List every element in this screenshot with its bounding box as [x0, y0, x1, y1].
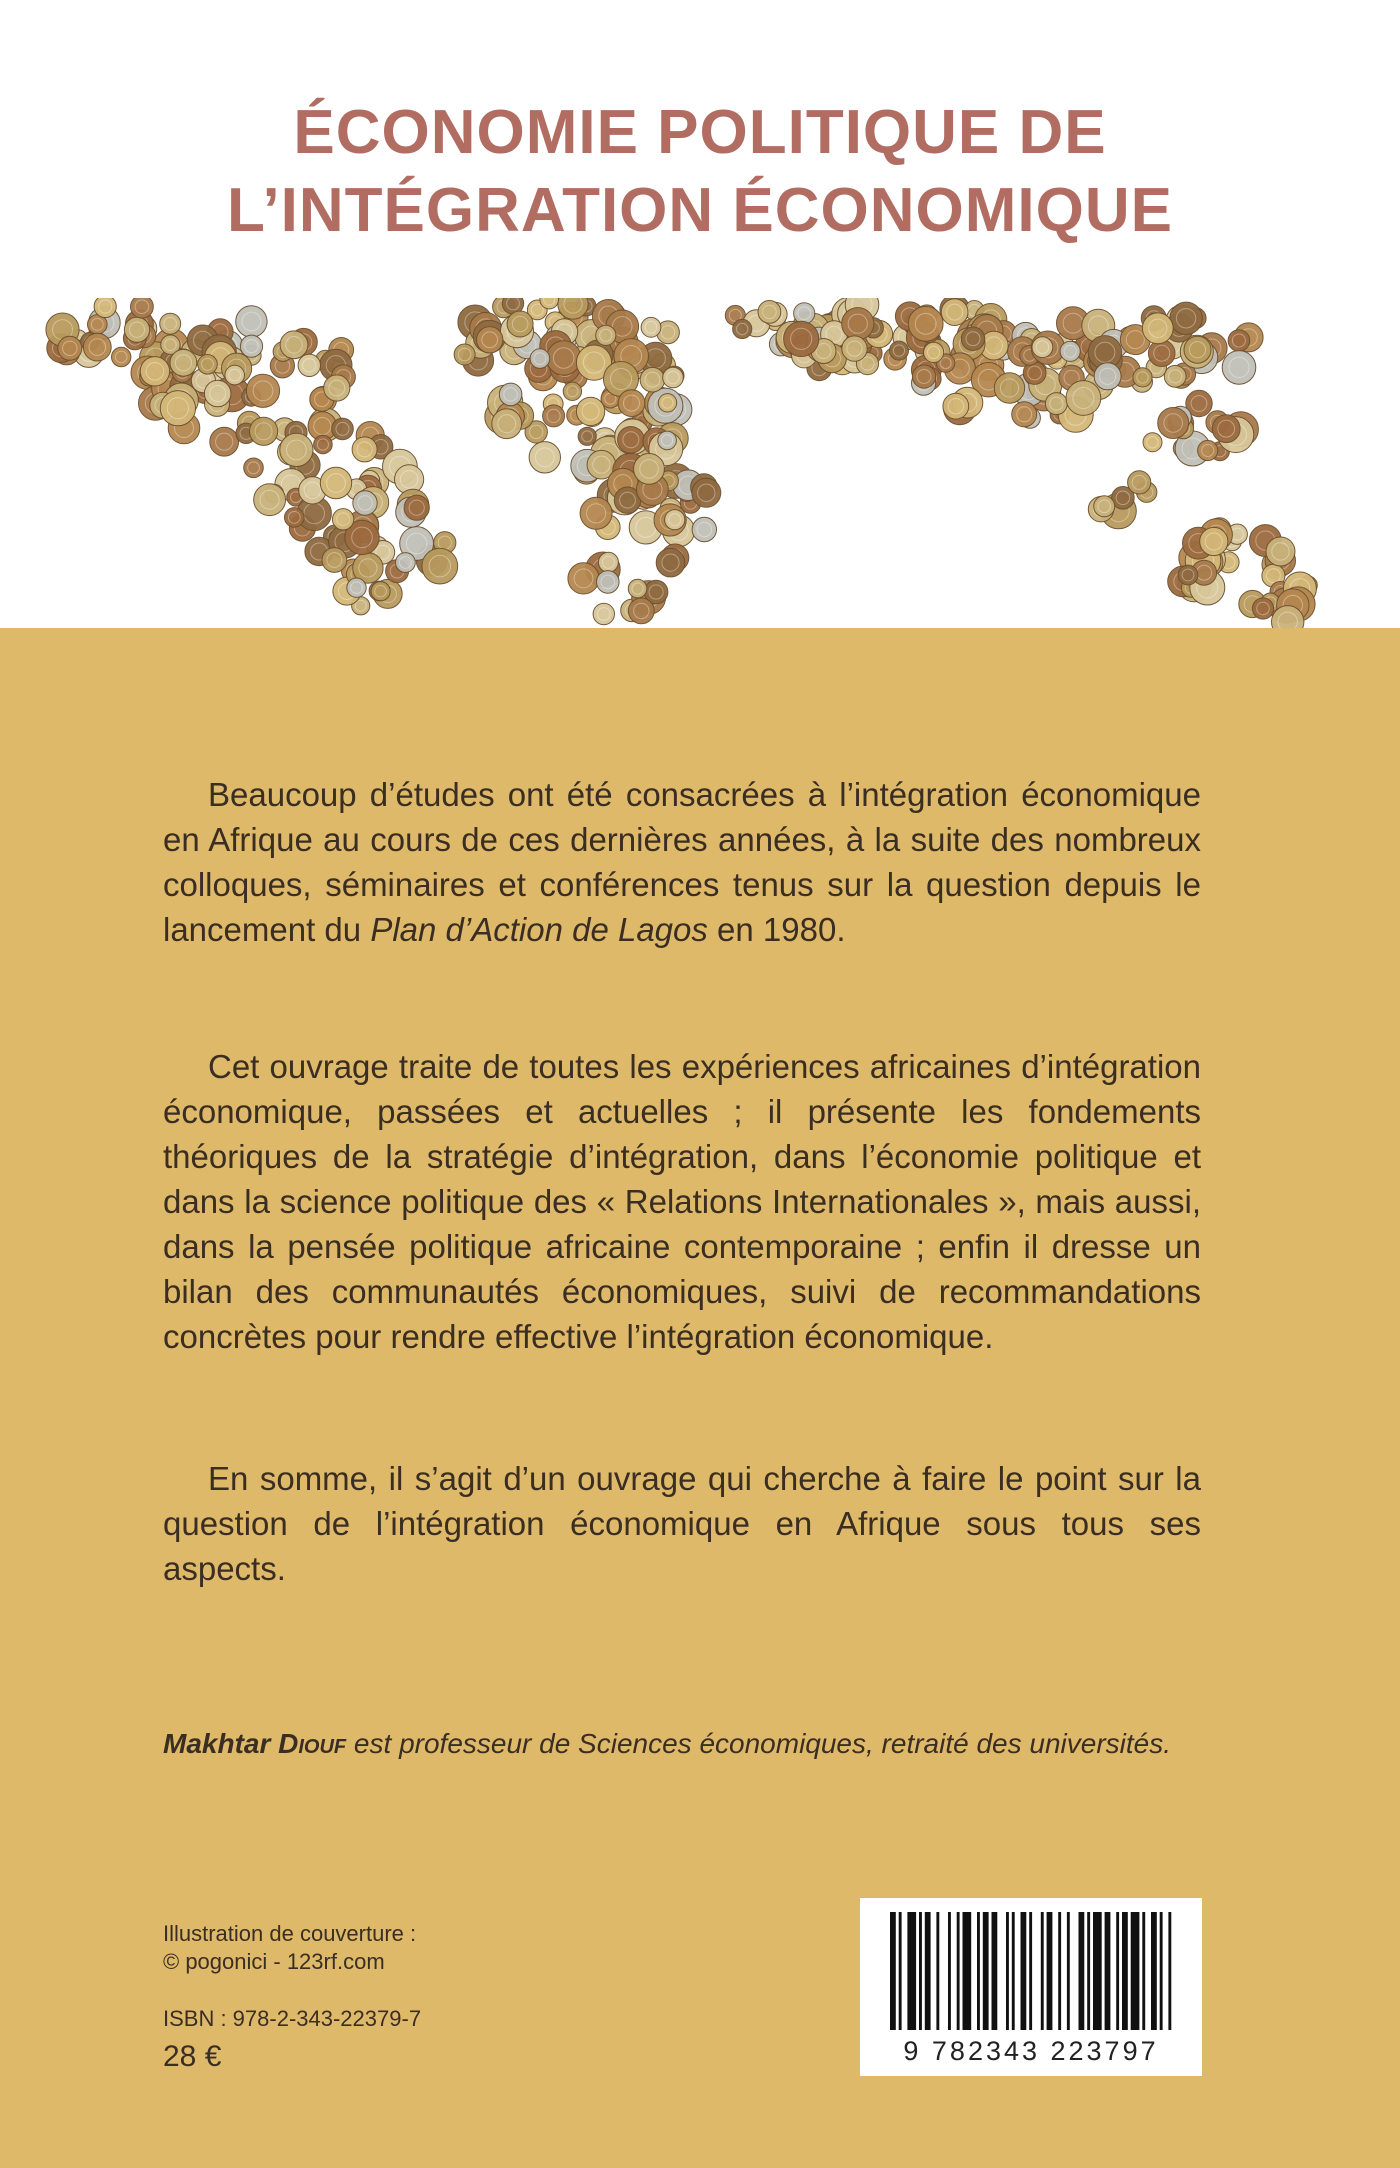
barcode-bar — [936, 1912, 939, 2030]
coin-shape — [658, 394, 676, 412]
coin-shape — [454, 344, 475, 365]
barcode-bars-icon — [888, 1912, 1174, 2036]
coin-shape — [1228, 330, 1250, 352]
title-line-1: ÉCONOMIE POLITIQUE DE — [293, 98, 1107, 167]
coin-shape — [1133, 368, 1152, 387]
coin-shape — [210, 427, 239, 456]
coin-shape — [324, 375, 350, 401]
blurb-paragraph-3 — [163, 1456, 1201, 1591]
coin-shape — [663, 367, 684, 388]
coin-shape — [1184, 336, 1211, 363]
coin-shape — [641, 317, 661, 337]
coin-shape — [628, 598, 654, 624]
coin-shape — [58, 336, 82, 360]
barcode-bar — [963, 1912, 972, 2030]
coin-shape — [1045, 393, 1067, 415]
coin-shape — [618, 427, 645, 454]
coin-shape — [890, 341, 909, 360]
coin-shape — [246, 374, 279, 407]
barcode-bar — [1116, 1912, 1119, 2030]
coin-shape — [692, 517, 716, 541]
coin-shape — [634, 454, 665, 485]
illustration-credit — [163, 1920, 416, 1976]
coin-shape — [1032, 337, 1053, 358]
coin-shape — [842, 308, 874, 340]
coin-shape — [285, 508, 305, 528]
book-title — [0, 94, 1400, 250]
coin-shape — [298, 354, 320, 376]
barcode-bar — [1021, 1912, 1027, 2030]
barcode-bar — [957, 1912, 960, 2030]
coin-shape — [404, 495, 429, 520]
barcode-bar — [1122, 1912, 1128, 2030]
coin-shape — [352, 437, 377, 462]
barcode-bar — [1093, 1912, 1102, 2030]
coin-shape — [225, 365, 245, 385]
author-bio-text: est professeur de Sciences économiques, retraité des universités. — [346, 1728, 1172, 1759]
coin-shape — [596, 325, 616, 345]
coin-shape — [908, 306, 943, 341]
coin-shape — [943, 393, 969, 419]
coin-shape — [794, 303, 815, 324]
blurb-paragraph-1 — [163, 772, 1201, 952]
coin-shape — [1158, 408, 1189, 439]
coin-shape — [941, 299, 968, 326]
coin-shape — [1142, 313, 1173, 344]
coin-shape — [280, 331, 308, 359]
blurb-p2-text: Cet ouvrage traite de toutes les expériences africaines d’intégration économique, passées et actuelles ; il présente les fondements théoriques de la stratégie d’intégration, dans l’économie politique et dans la science politique des « Relations Internationales », mais aussi, dans la pensée politique africaine contemporaine ; enfin il dresse un bilan des communautés économiques, suivi de recommandations concrètes pour rendre effective l’intégration économique. — [163, 1048, 1201, 1355]
coin-shape — [314, 435, 333, 454]
coin-shape — [1200, 527, 1228, 555]
barcode-bar — [1067, 1912, 1070, 2030]
coin-shape — [656, 548, 685, 577]
isbn-text: ISBN : 978-2-343-22379-7 — [163, 2006, 422, 2031]
author-last-name: Diouf — [278, 1728, 347, 1759]
coin-shape — [1012, 402, 1037, 427]
barcode-bar — [1047, 1912, 1053, 2030]
coin-shape — [1170, 302, 1202, 334]
coin-shape — [576, 397, 604, 425]
barcode-bar — [1168, 1912, 1171, 2030]
coin-shape — [665, 510, 685, 530]
coin-shape — [597, 571, 620, 594]
coin-world-map-image — [0, 298, 1400, 628]
coin-shape — [1198, 440, 1218, 460]
coin-shape — [563, 382, 581, 400]
coin-shape — [733, 319, 752, 338]
barcode-bar — [1131, 1912, 1140, 2030]
coin-shape — [598, 552, 618, 572]
coin-shape — [422, 548, 458, 584]
barcode-bar — [1029, 1912, 1032, 2030]
coin-shape — [353, 491, 377, 515]
coin-shape — [1266, 537, 1295, 566]
barcode-bar — [1087, 1912, 1090, 2030]
coin-shape — [1094, 496, 1115, 517]
coin-shape — [250, 417, 278, 445]
barcode-bar — [919, 1912, 922, 2030]
coin-shape — [240, 335, 262, 357]
author-bio — [163, 1728, 1223, 1760]
coin-shape — [244, 458, 264, 478]
barcode-bar — [1041, 1912, 1044, 2030]
coin-shape — [1178, 565, 1198, 585]
coin-shape — [593, 603, 614, 624]
coin-shape — [1212, 415, 1240, 443]
barcode — [860, 1898, 1202, 2076]
credit-line-2: © pogonici - 123rf.com — [163, 1949, 385, 1974]
barcode-bar — [1006, 1912, 1009, 2030]
barcode-bar — [1105, 1912, 1111, 2030]
barcode-bar — [948, 1912, 951, 2030]
barcode-bar — [899, 1912, 902, 2030]
coin-shape — [543, 405, 565, 427]
coin-shape — [322, 548, 347, 573]
coin-shape — [692, 478, 721, 507]
barcode-bar — [1058, 1912, 1061, 2030]
coin-shape — [529, 442, 560, 473]
coin-shape — [347, 578, 366, 597]
blurb-p1-italic: Plan d’Action de Lagos — [370, 911, 708, 948]
coin-shape — [578, 427, 596, 445]
coin-shape — [758, 301, 781, 324]
barcode-bar — [983, 1912, 989, 2030]
coin-shape — [1066, 381, 1101, 416]
barcode-bar — [890, 1912, 896, 2030]
coin-shape — [924, 342, 944, 362]
coin-shape — [204, 380, 231, 407]
barcode-bar — [907, 1912, 916, 2030]
coin-shape — [1128, 471, 1151, 494]
price-text: 28 € — [163, 2040, 222, 2073]
coin-shape — [160, 313, 181, 334]
coin-shape — [994, 373, 1024, 403]
coin-shape — [640, 367, 665, 392]
coin-shape — [784, 321, 819, 356]
coin-shape — [499, 383, 522, 406]
coin-shape — [1094, 363, 1121, 390]
coin-shape — [1252, 598, 1273, 619]
barcode-bar — [925, 1912, 931, 2030]
coin-shape — [580, 497, 612, 529]
coin-shape — [912, 365, 935, 388]
coin-shape — [280, 433, 313, 466]
coin-shape — [842, 336, 867, 361]
coin-shape — [658, 431, 677, 450]
author-first-name: Makhtar — [163, 1728, 271, 1759]
coin-shape — [1164, 365, 1186, 387]
coin-shape — [124, 317, 149, 342]
coin-shape — [396, 553, 416, 573]
coin-shape — [492, 409, 522, 439]
coin-shape — [1222, 351, 1256, 385]
barcode-bar — [1012, 1912, 1015, 2030]
coin-shape — [140, 357, 169, 386]
blurb-p3-text: En somme, il s’agit d’un ouvrage qui cherche à faire le point sur la question de l’intégration économique en Afrique sous tous ses aspects. — [163, 1460, 1201, 1587]
coin-shape — [530, 349, 550, 369]
coin-shape — [83, 333, 111, 361]
coin-shape — [1143, 433, 1162, 452]
coin-shape — [1148, 340, 1175, 367]
coin-shape — [320, 467, 351, 498]
coin-shape — [477, 327, 503, 353]
coin-shape — [160, 391, 195, 426]
coin-shape — [371, 582, 390, 601]
coin-shape — [112, 347, 131, 366]
coin-shape — [547, 341, 581, 375]
coin-shape — [507, 311, 533, 337]
barcode-bar — [1142, 1912, 1145, 2030]
coin-shape — [94, 298, 116, 318]
coin-shape — [961, 327, 984, 350]
barcode-bar — [1151, 1912, 1157, 2030]
blurb-paragraph-2 — [163, 1044, 1201, 1359]
coin-shape — [254, 484, 286, 516]
coin-shape — [236, 306, 267, 337]
coin-shape — [332, 418, 354, 440]
coin-shape — [568, 563, 599, 594]
coin-shape — [198, 355, 218, 375]
coin-shape — [1060, 341, 1080, 361]
barcode-number: 9 782343 223797 — [903, 2036, 1159, 2066]
barcode-bar — [992, 1912, 998, 2030]
coin-shape — [170, 349, 197, 376]
barcode-bar — [1160, 1912, 1163, 2030]
credit-line-1: Illustration de couverture : — [163, 1921, 417, 1946]
blurb-p1-text: Beaucoup d’études ont été consacrées à l’intégration économique en Afrique au cours de ces dernières années, à la suite des nombreux colloques, séminaires et conférences tenus sur la question depuis le lancement du — [163, 776, 1201, 948]
title-line-2: L’INTÉGRATION ÉCONOMIQUE — [227, 176, 1173, 245]
barcode-bar — [1079, 1912, 1085, 2030]
blurb-p1-end: en 1980. — [707, 911, 846, 948]
coin-shape — [628, 579, 647, 598]
barcode-bar — [977, 1912, 980, 2030]
coin-shape — [131, 298, 154, 318]
coin-shape — [618, 390, 645, 417]
coin-shape — [332, 509, 353, 530]
cover-top-section — [0, 0, 1400, 628]
